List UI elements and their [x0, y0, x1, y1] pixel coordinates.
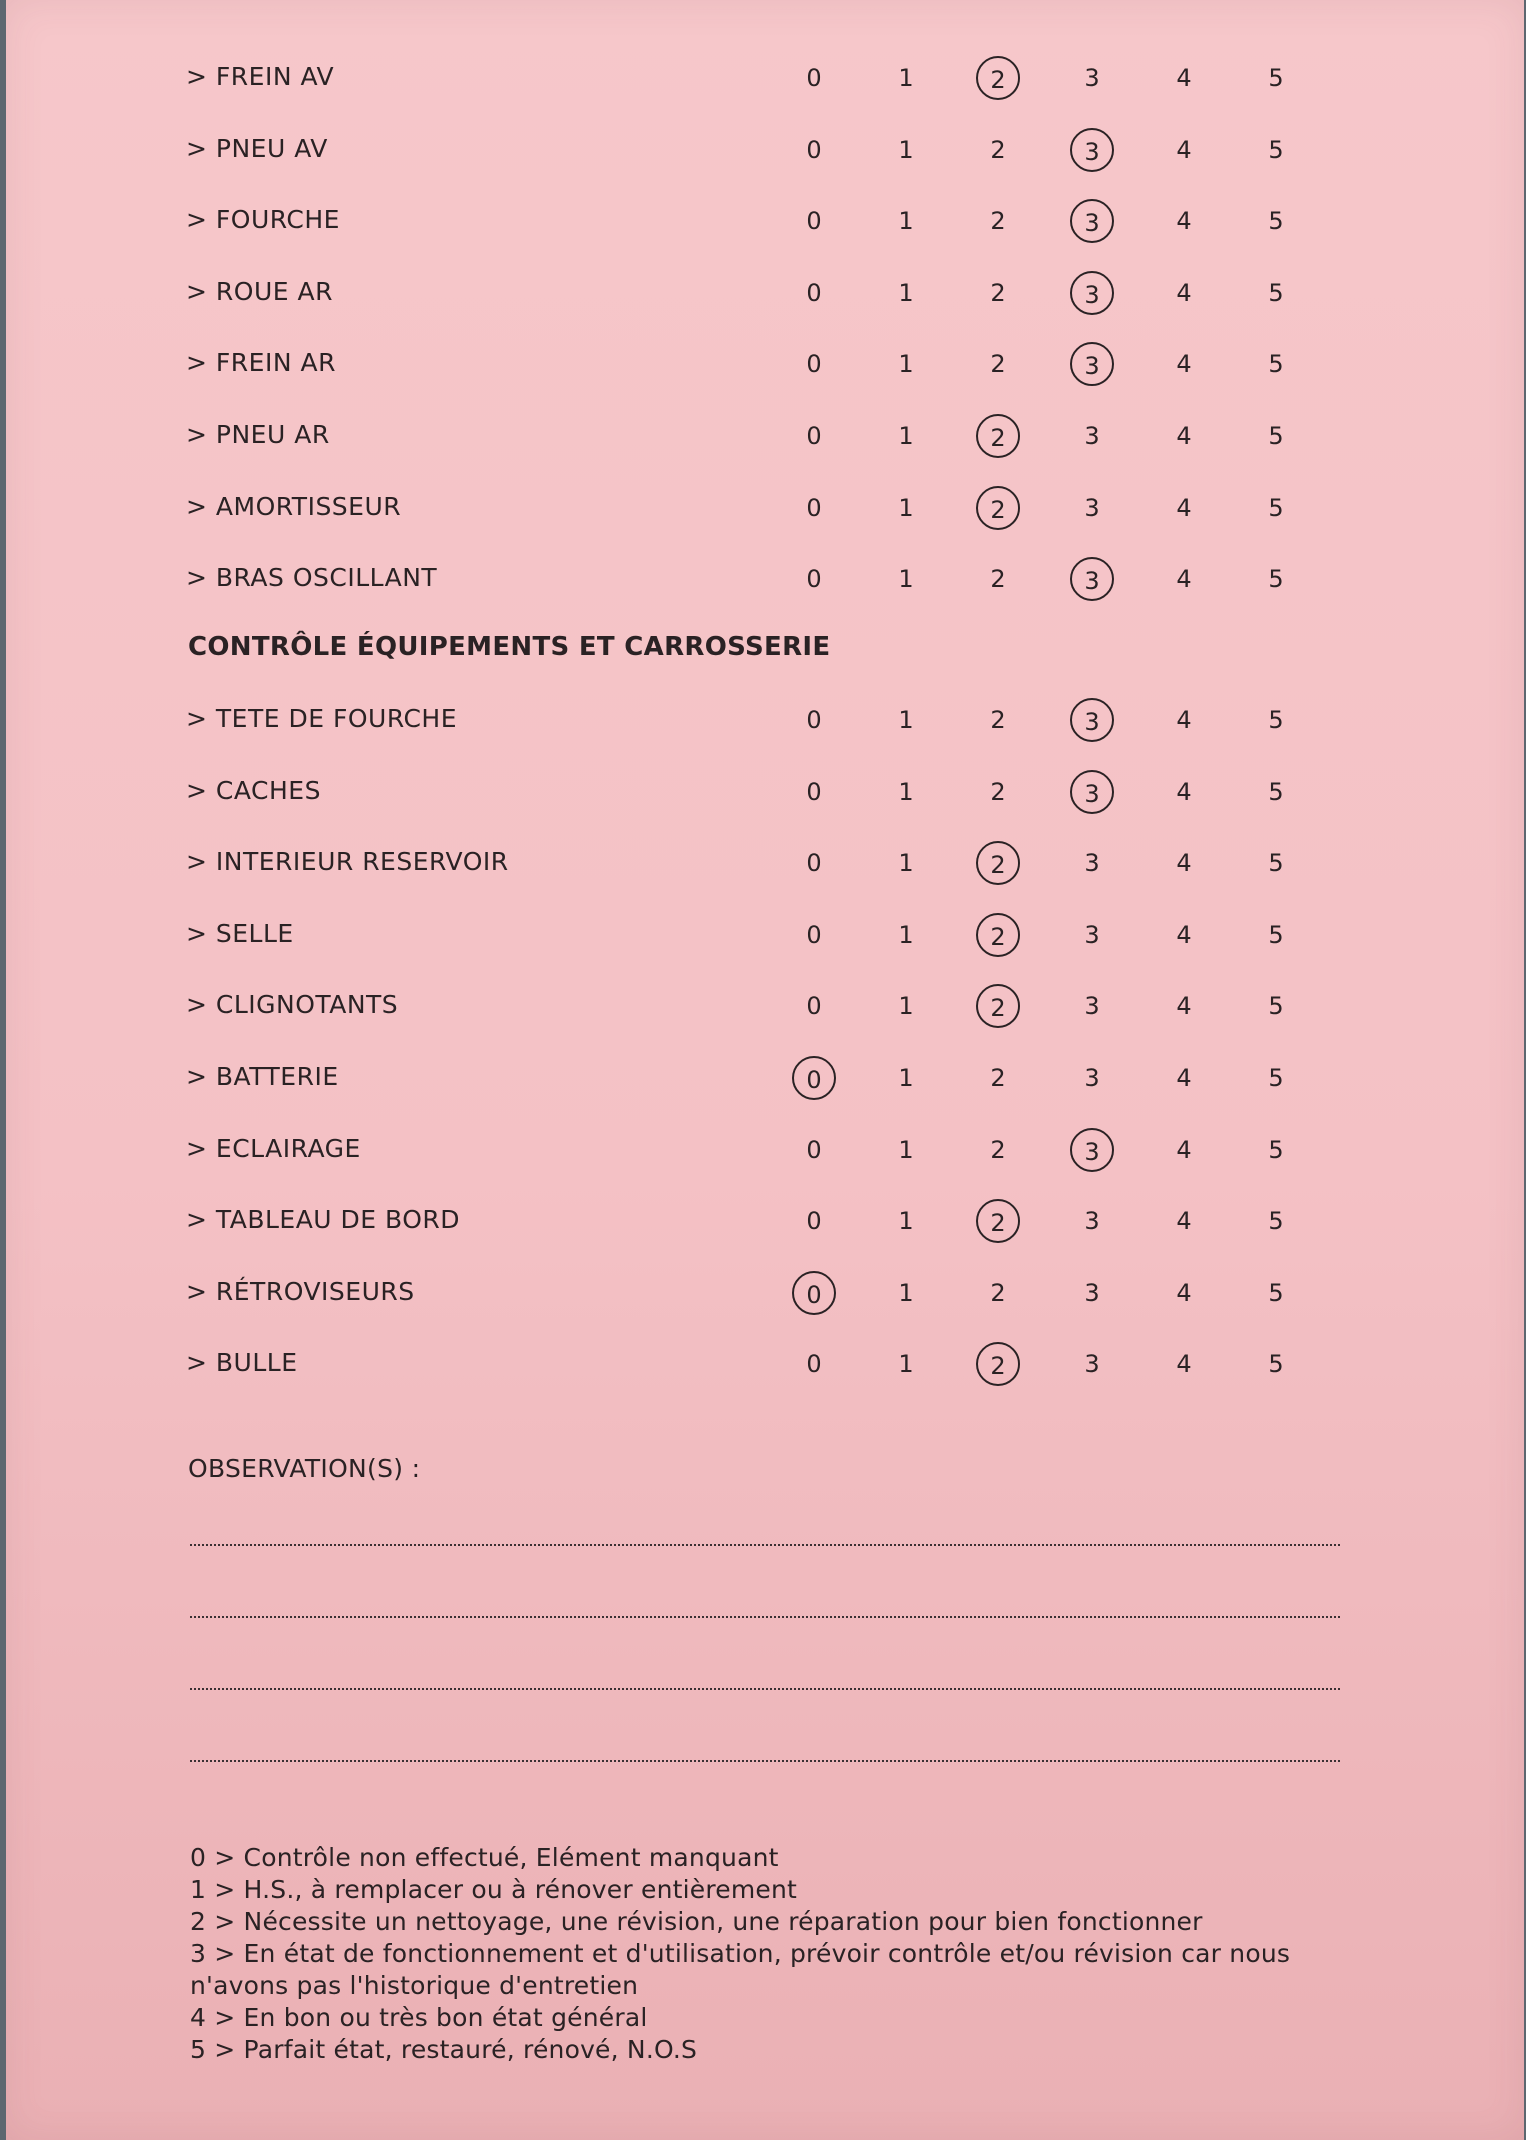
- score-option-circled[interactable]: 3: [1070, 271, 1114, 315]
- score-option[interactable]: 1: [898, 565, 914, 594]
- legend-item: 5 > Parfait état, restauré, rénové, N.O.S: [190, 2035, 698, 2064]
- score-option[interactable]: 3: [1084, 1064, 1100, 1092]
- score-option[interactable]: 3: [1084, 1207, 1100, 1236]
- score-option[interactable]: 4: [1176, 64, 1192, 92]
- score-option[interactable]: 4: [1176, 1350, 1192, 1379]
- score-option[interactable]: 1: [898, 849, 914, 878]
- score-option[interactable]: 2: [990, 1064, 1006, 1092]
- score-option[interactable]: 4: [1176, 992, 1192, 1021]
- score-option[interactable]: 2: [990, 278, 1006, 307]
- row-label: > FREIN AR: [186, 348, 336, 378]
- row-label: > BATTERIE: [186, 1062, 339, 1091]
- score-option[interactable]: 0: [806, 565, 822, 594]
- score-option[interactable]: 1: [898, 706, 914, 734]
- score-option[interactable]: 5: [1268, 777, 1284, 806]
- score-option[interactable]: 3: [1084, 992, 1100, 1021]
- score-option[interactable]: 0: [806, 920, 822, 949]
- score-option[interactable]: 5: [1268, 422, 1284, 450]
- score-option[interactable]: 1: [898, 1278, 914, 1307]
- score-option[interactable]: 4: [1176, 278, 1192, 307]
- score-option[interactable]: 2: [990, 207, 1006, 236]
- score-option[interactable]: 5: [1268, 135, 1284, 164]
- row-label: > TETE DE FOURCHE: [186, 704, 457, 733]
- row-label: > PNEU AV: [186, 133, 328, 163]
- score-option-circled[interactable]: 3: [1070, 1128, 1114, 1172]
- score-option[interactable]: 0: [806, 1207, 822, 1236]
- score-option[interactable]: 4: [1176, 565, 1192, 594]
- row-label: > ROUE AR: [186, 276, 333, 306]
- score-option[interactable]: 4: [1176, 422, 1192, 450]
- score-option[interactable]: 0: [806, 1135, 822, 1164]
- score-option[interactable]: 5: [1268, 706, 1284, 734]
- score-option[interactable]: 4: [1176, 135, 1192, 164]
- checklist-row: [186, 124, 1346, 174]
- score-option[interactable]: 5: [1268, 207, 1284, 236]
- row-label: > BRAS OSCILLANT: [186, 563, 438, 593]
- row-label: > SELLE: [186, 918, 294, 948]
- observations-label: OBSERVATION(S) :: [188, 1454, 421, 1483]
- checklist-row: [186, 52, 1346, 102]
- score-option-circled[interactable]: 3: [1070, 342, 1114, 386]
- checklist-row: [186, 1338, 1346, 1388]
- score-option[interactable]: 1: [898, 64, 914, 92]
- score-option[interactable]: 0: [806, 706, 822, 734]
- legend-item: 3 > En état de fonctionnement et d'utilisation, prévoir contrôle et/ou révision car nous n'avons pas l'historique d'entretien: [190, 1939, 1291, 2000]
- row-label: > INTERIEUR RESERVOIR: [186, 847, 509, 877]
- score-option-circled[interactable]: 2: [976, 913, 1020, 957]
- observation-line: [190, 1760, 1340, 1762]
- legend-item: 2 > Nécessite un nettoyage, une révision, une réparation pour bien fonctionner: [190, 1907, 1203, 1936]
- row-label: > FREIN AV: [186, 62, 335, 91]
- score-option[interactable]: 2: [990, 777, 1006, 806]
- score-option[interactable]: 4: [1176, 207, 1192, 236]
- score-option[interactable]: 5: [1268, 278, 1284, 307]
- score-option[interactable]: 5: [1268, 350, 1284, 379]
- row-label: > BULLE: [186, 1348, 298, 1378]
- score-option[interactable]: 0: [806, 992, 822, 1021]
- observation-line: [190, 1544, 1340, 1546]
- row-label: > PNEU AR: [186, 420, 330, 449]
- score-option[interactable]: 4: [1176, 1207, 1192, 1236]
- score-option[interactable]: 1: [898, 493, 914, 522]
- score-option[interactable]: 1: [898, 777, 914, 806]
- score-option[interactable]: 1: [898, 920, 914, 949]
- score-option-circled[interactable]: 3: [1070, 698, 1114, 742]
- legend-item: 0 > Contrôle non effectué, Elément manquant: [190, 1843, 779, 1872]
- score-option[interactable]: 5: [1268, 493, 1284, 522]
- score-option[interactable]: 0: [806, 422, 822, 450]
- score-option[interactable]: 2: [990, 1278, 1006, 1307]
- score-option[interactable]: 1: [898, 350, 914, 379]
- score-option-circled[interactable]: 2: [976, 841, 1020, 885]
- score-option[interactable]: 3: [1084, 849, 1100, 878]
- score-option[interactable]: 0: [806, 350, 822, 379]
- score-option[interactable]: 1: [898, 1064, 914, 1092]
- score-option[interactable]: 5: [1268, 920, 1284, 949]
- score-option-circled[interactable]: 0: [792, 1271, 836, 1315]
- score-option[interactable]: 4: [1176, 920, 1192, 949]
- checklist-row: [186, 1052, 1346, 1102]
- score-option[interactable]: 1: [898, 1207, 914, 1236]
- score-option[interactable]: 2: [990, 706, 1006, 734]
- score-option[interactable]: 0: [806, 777, 822, 806]
- score-option-circled[interactable]: 2: [976, 1342, 1020, 1386]
- score-option[interactable]: 1: [898, 207, 914, 236]
- score-option[interactable]: 4: [1176, 849, 1192, 878]
- score-option-circled[interactable]: 3: [1070, 557, 1114, 601]
- score-option[interactable]: 1: [898, 1135, 914, 1164]
- score-option[interactable]: 1: [898, 1350, 914, 1379]
- checklist-row: [186, 410, 1346, 460]
- score-option[interactable]: 2: [990, 135, 1006, 164]
- score-option[interactable]: 1: [898, 422, 914, 450]
- checklist-row: [186, 195, 1346, 245]
- row-label: > ECLAIRAGE: [186, 1133, 361, 1163]
- checklist-row: [186, 694, 1346, 744]
- score-option[interactable]: 1: [898, 135, 914, 164]
- score-option[interactable]: 5: [1268, 64, 1284, 92]
- score-option[interactable]: 3: [1084, 64, 1100, 92]
- score-option[interactable]: 1: [898, 992, 914, 1021]
- score-option[interactable]: 1: [898, 278, 914, 307]
- row-label: > FOURCHE: [186, 205, 340, 235]
- checklist-row: [186, 267, 1346, 317]
- score-option-circled[interactable]: 3: [1070, 128, 1114, 172]
- checklist-row: [186, 766, 1346, 816]
- row-label: > CACHES: [186, 775, 321, 805]
- score-option[interactable]: 0: [806, 849, 822, 878]
- checklist-row: [186, 338, 1346, 388]
- score-option[interactable]: 5: [1268, 1135, 1284, 1164]
- score-option[interactable]: 5: [1268, 1350, 1284, 1379]
- score-option[interactable]: 0: [806, 278, 822, 307]
- score-option[interactable]: 3: [1084, 422, 1100, 450]
- checklist-row: [186, 1267, 1346, 1317]
- score-option-circled[interactable]: 3: [1070, 770, 1114, 814]
- score-option[interactable]: 0: [806, 493, 822, 522]
- checklist-row: [186, 909, 1346, 959]
- row-label: > CLIGNOTANTS: [186, 990, 399, 1020]
- score-option[interactable]: 2: [990, 350, 1006, 379]
- score-option[interactable]: 5: [1268, 1064, 1284, 1092]
- score-option[interactable]: 3: [1084, 920, 1100, 949]
- score-option[interactable]: 3: [1084, 493, 1100, 522]
- score-option[interactable]: 2: [990, 1135, 1006, 1164]
- score-option-circled[interactable]: 0: [792, 1056, 836, 1100]
- score-option[interactable]: 4: [1176, 706, 1192, 734]
- score-option[interactable]: 4: [1176, 1064, 1192, 1092]
- score-option[interactable]: 3: [1084, 1278, 1100, 1307]
- observation-line: [190, 1688, 1340, 1690]
- checklist-row: [186, 1195, 1346, 1245]
- form-sheet: [6, 0, 1524, 2140]
- checklist-row: [186, 980, 1346, 1030]
- score-option-circled[interactable]: 2: [976, 984, 1020, 1028]
- checklist-row: [186, 837, 1346, 887]
- score-option[interactable]: 4: [1176, 493, 1192, 522]
- score-option-circled[interactable]: 2: [976, 1199, 1020, 1243]
- score-option[interactable]: 4: [1176, 350, 1192, 379]
- score-option[interactable]: 2: [990, 565, 1006, 594]
- score-option[interactable]: 5: [1268, 565, 1284, 594]
- score-option[interactable]: 0: [806, 1350, 822, 1379]
- legend-item: 4 > En bon ou très bon état général: [190, 2003, 648, 2032]
- score-option-circled[interactable]: 2: [976, 486, 1020, 530]
- score-option-circled[interactable]: 2: [976, 414, 1020, 458]
- legend-item: 1 > H.S., à remplacer ou à rénover entièrement: [190, 1875, 798, 1904]
- observation-line: [190, 1616, 1340, 1618]
- checklist-row: [186, 482, 1346, 532]
- score-option[interactable]: 4: [1176, 1278, 1192, 1307]
- score-option-circled[interactable]: 2: [976, 56, 1020, 100]
- score-option[interactable]: 3: [1084, 1350, 1100, 1379]
- checklist-row: [186, 553, 1346, 603]
- score-option[interactable]: 5: [1268, 992, 1284, 1021]
- score-option-circled[interactable]: 3: [1070, 199, 1114, 243]
- rating-legend: [190, 1842, 1340, 2066]
- section-heading: CONTRÔLE ÉQUIPEMENTS ET CARROSSERIE: [188, 632, 831, 662]
- score-option[interactable]: 4: [1176, 777, 1192, 806]
- score-option[interactable]: 5: [1268, 849, 1284, 878]
- score-option[interactable]: 5: [1268, 1207, 1284, 1236]
- score-option[interactable]: 0: [806, 207, 822, 236]
- row-label: > TABLEAU DE BORD: [186, 1205, 461, 1235]
- checklist-row: [186, 1124, 1346, 1174]
- score-option[interactable]: 5: [1268, 1278, 1284, 1307]
- score-option[interactable]: 0: [806, 135, 822, 164]
- score-option[interactable]: 0: [806, 64, 822, 92]
- score-option[interactable]: 4: [1176, 1135, 1192, 1164]
- row-label: > AMORTISSEUR: [186, 491, 402, 521]
- row-label: > RÉTROVISEURS: [186, 1276, 415, 1306]
